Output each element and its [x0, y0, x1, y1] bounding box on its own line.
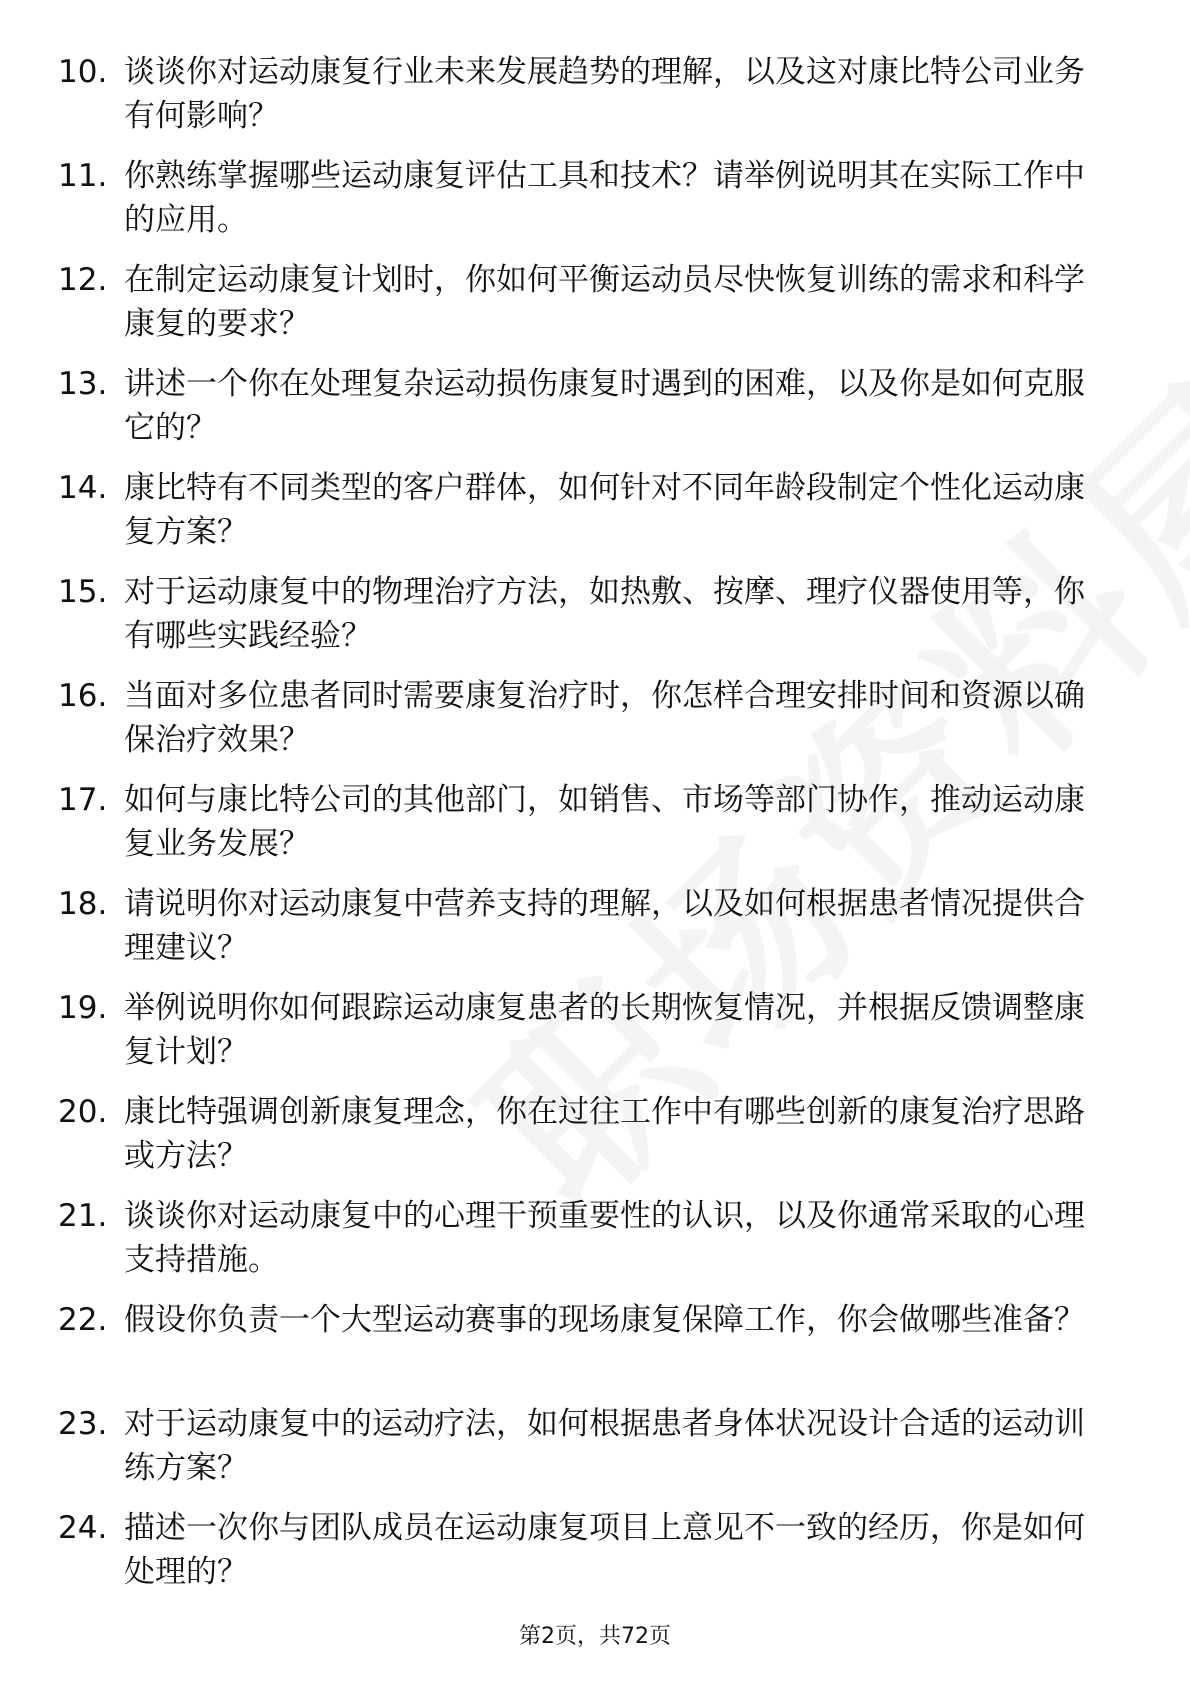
question-text: 对于运动康复中的运动疗法，如何根据患者身体状况设计合适的运动训练方案？ — [124, 1406, 1085, 1486]
question-text: 当面对多位患者同时需要康复治疗时，你怎样合理安排时间和资源以确保治疗效果？ — [124, 678, 1085, 758]
question-item — [58, 570, 1118, 674]
question-item — [58, 258, 1118, 362]
question-item — [58, 674, 1118, 778]
question-item — [58, 1194, 1118, 1298]
question-item — [58, 466, 1118, 570]
question-item — [58, 50, 1118, 154]
question-number: 22. — [58, 1302, 108, 1338]
question-number: 16. — [58, 678, 108, 714]
question-item — [58, 1298, 1118, 1402]
question-text: 康比特有不同类型的客户群体，如何针对不同年龄段制定个性化运动康复方案？ — [124, 470, 1085, 550]
question-item — [58, 154, 1118, 258]
question-number: 18. — [58, 886, 108, 922]
question-item — [58, 362, 1118, 466]
question-number: 21. — [58, 1198, 108, 1234]
question-text: 如何与康比特公司的其他部门，如销售、市场等部门协作，推动运动康复业务发展？ — [124, 782, 1085, 862]
question-text: 谈谈你对运动康复行业未来发展趋势的理解，以及这对康比特公司业务有何影响？ — [124, 54, 1085, 134]
question-number: 23. — [58, 1406, 108, 1442]
question-text: 请说明你对运动康复中营养支持的理解，以及如何根据患者情况提供合理建议？ — [124, 886, 1085, 966]
question-text: 讲述一个你在处理复杂运动损伤康复时遇到的困难，以及你是如何克服它的？ — [124, 366, 1085, 446]
question-text: 举例说明你如何跟踪运动康复患者的长期恢复情况，并根据反馈调整康复计划？ — [124, 990, 1085, 1070]
question-number: 24. — [58, 1510, 108, 1546]
question-number: 17. — [58, 782, 108, 818]
question-number: 15. — [58, 574, 108, 610]
question-number: 12. — [58, 262, 108, 298]
question-item — [58, 1090, 1118, 1194]
question-text: 假设你负责一个大型运动赛事的现场康复保障工作，你会做哪些准备？ — [124, 1302, 1085, 1338]
question-item — [58, 778, 1118, 882]
question-item — [58, 986, 1118, 1090]
question-number: 13. — [58, 366, 108, 402]
question-text: 对于运动康复中的物理治疗方法，如热敷、按摩、理疗仪器使用等，你有哪些实践经验？ — [124, 574, 1085, 654]
question-number: 19. — [58, 990, 108, 1026]
question-number: 20. — [58, 1094, 108, 1130]
question-text: 描述一次你与团队成员在运动康复项目上意见不一致的经历，你是如何处理的？ — [124, 1510, 1085, 1590]
question-item — [58, 1402, 1118, 1506]
question-item — [58, 1506, 1118, 1610]
question-list — [58, 50, 1118, 1610]
question-text: 你熟练掌握哪些运动康复评估工具和技术？请举例说明其在实际工作中的应用。 — [124, 158, 1085, 238]
question-text: 康比特强调创新康复理念，你在过往工作中有哪些创新的康复治疗思路或方法？ — [124, 1094, 1085, 1174]
question-item — [58, 882, 1118, 986]
question-text: 谈谈你对运动康复中的心理干预重要性的认识，以及你通常采取的心理支持措施。 — [124, 1198, 1085, 1278]
question-text: 在制定运动康复计划时，你如何平衡运动员尽快恢复训练的需求和科学康复的要求？ — [124, 262, 1085, 342]
question-number: 11. — [58, 158, 108, 194]
question-number: 14. — [58, 470, 108, 506]
page-footer: 第2页，共72页 — [519, 1624, 671, 1649]
question-number: 10. — [58, 54, 108, 90]
